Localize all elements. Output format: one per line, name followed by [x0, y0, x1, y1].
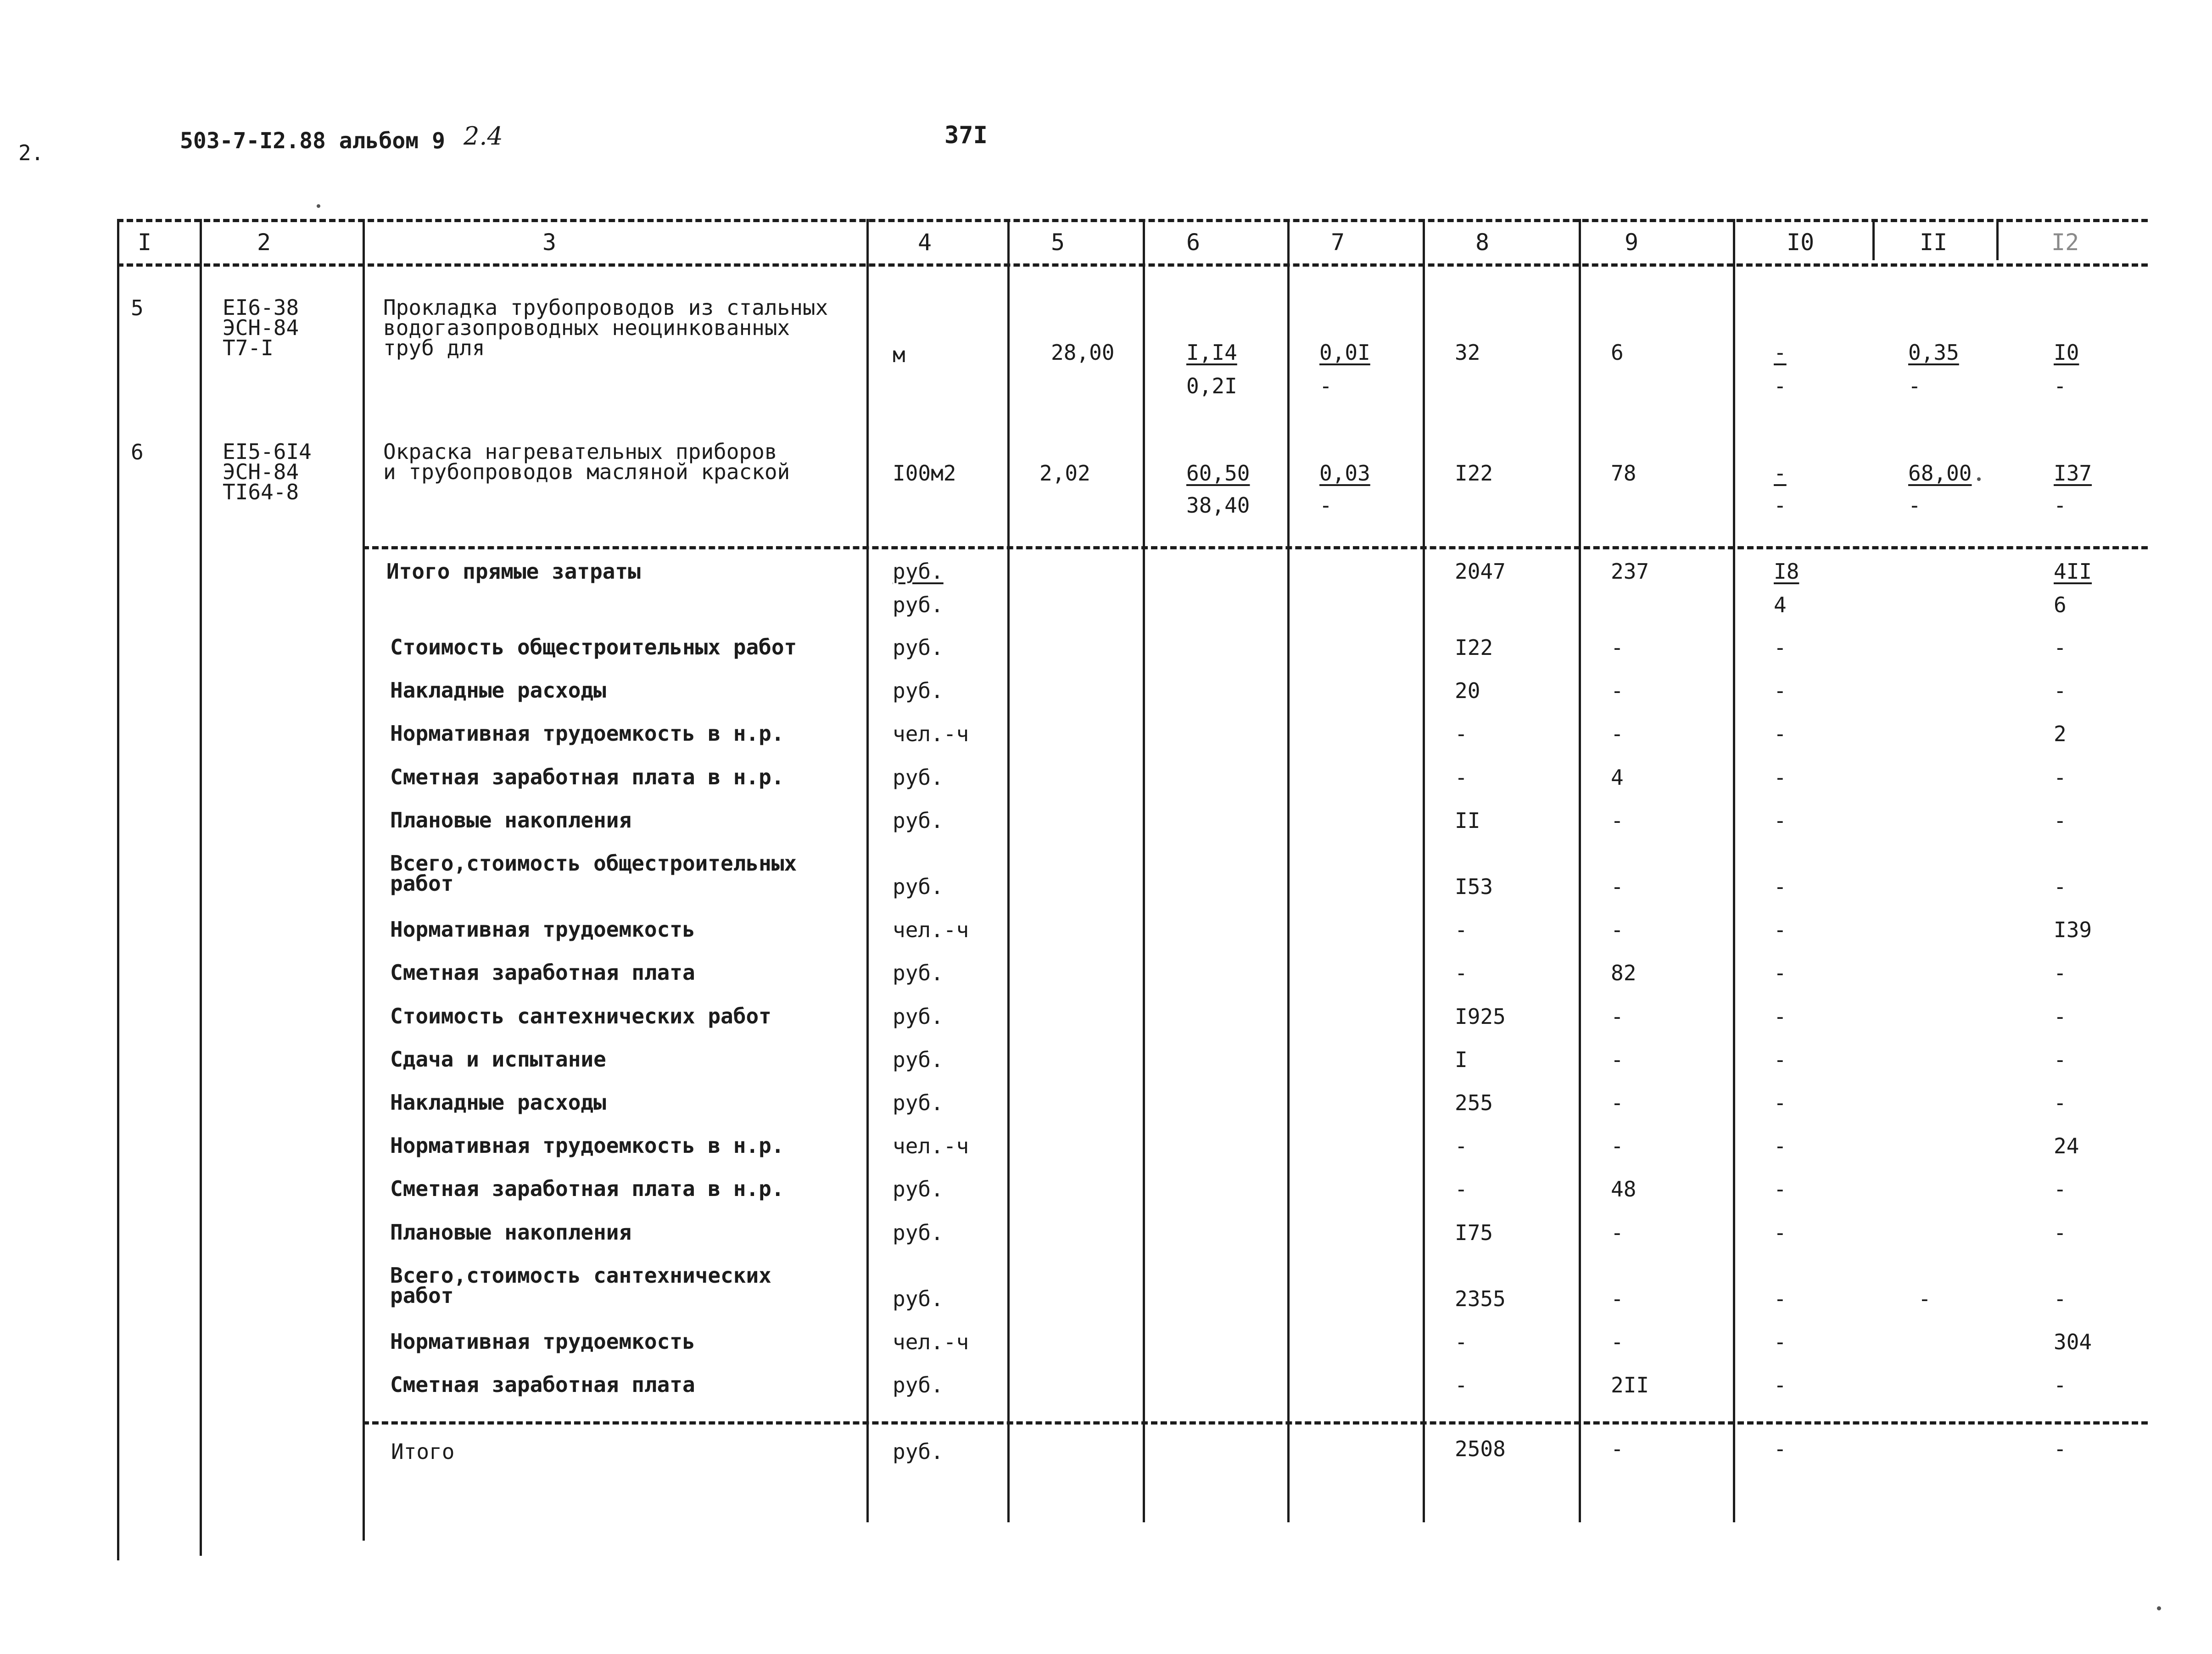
summary-col12: -	[2054, 765, 2067, 790]
summary-col8: I22	[1455, 635, 1493, 660]
direct-costs-unit-top: руб.	[893, 559, 944, 584]
summary-unit: руб.	[893, 678, 944, 704]
item-col7-bottom: -	[1319, 374, 1332, 398]
item-col6-bottom: 38,40	[1186, 493, 1250, 518]
total-col10: -	[1774, 1436, 1787, 1461]
summary-col8: I53	[1455, 874, 1493, 899]
summary-unit: чел.-ч	[893, 721, 969, 747]
scan-speck	[2157, 1606, 2161, 1610]
summary-col12: -	[2054, 961, 2067, 986]
item-col11-top: 0,35	[1908, 340, 1959, 365]
header-top-rule	[117, 219, 2148, 222]
col-divider-2	[200, 219, 202, 1556]
item-name: Прокладка трубопроводов из стальных водогазопроводных неоцинкованных труб для	[383, 295, 828, 360]
summary-col10: -	[1774, 678, 1787, 704]
summary-label: Сдача и испытание	[390, 1046, 606, 1072]
summary-col8: -	[1455, 917, 1468, 943]
summary-unit: руб.	[893, 635, 944, 660]
summary-label: Всего,стоимость сантехнических работ	[390, 1263, 771, 1308]
header-bottom-rule	[117, 263, 2148, 267]
summary-label: Накладные расходы	[390, 678, 606, 703]
summary-col9: 82	[1611, 961, 1637, 986]
col-divider-1	[117, 219, 119, 1560]
col-divider-8	[1423, 219, 1425, 1522]
col-divider-12	[1996, 219, 1999, 260]
item-col11-bottom: -	[1908, 493, 1921, 518]
col-divider-6	[1143, 219, 1145, 1522]
summary-col10: -	[1774, 635, 1787, 660]
item-number: 5	[131, 296, 144, 320]
direct-costs-col8: 2047	[1455, 559, 1506, 584]
item-col11-bottom: -	[1908, 374, 1921, 398]
summary-label: Сметная заработная плата в н.р.	[390, 764, 784, 789]
summary-unit: руб.	[893, 1004, 944, 1029]
summary-col9: -	[1611, 808, 1624, 833]
column-header-4: 4	[918, 229, 932, 256]
item-code: EI5-6I4 ЭСН-84 ТI64-8	[223, 439, 312, 504]
summary-col8: -	[1455, 1330, 1468, 1354]
summary-col12: 304	[2054, 1330, 2092, 1354]
column-header-9: 9	[1625, 229, 1639, 256]
item-unit: м	[893, 342, 905, 367]
item-col7-bottom: -	[1319, 493, 1332, 518]
direct-costs-col10-top: I8	[1774, 559, 1799, 584]
item-col9: 6	[1611, 340, 1624, 365]
summary-label: Всего,стоимость общестроительных работ	[390, 851, 797, 896]
column-header-7: 7	[1331, 229, 1345, 256]
summary-unit: чел.-ч	[893, 1330, 969, 1354]
total-col12: -	[2054, 1436, 2067, 1461]
summary-col8: -	[1455, 721, 1468, 747]
scan-speck	[317, 204, 320, 208]
summary-col10: -	[1774, 917, 1787, 943]
summary-unit: руб.	[893, 1286, 944, 1311]
summary-unit: руб.	[893, 874, 944, 899]
margin-mark: 2.	[18, 140, 44, 165]
item-name: Окраска нагревательных приборов и трубопроводов масляной краской	[383, 439, 790, 484]
summary-col8: 20	[1455, 678, 1480, 704]
summary-col12: -	[2054, 874, 2067, 899]
summary-col9: -	[1611, 635, 1624, 660]
summary-unit: чел.-ч	[893, 917, 969, 943]
item-quantity: 28,00	[1051, 340, 1115, 365]
summary-unit: руб.	[893, 1220, 944, 1245]
item-col10-bottom: -	[1774, 493, 1787, 518]
item-col8: I22	[1455, 461, 1493, 486]
direct-costs-rule	[363, 546, 2148, 549]
summary-label: Сметная заработная плата	[390, 1372, 695, 1397]
col-divider-11	[1872, 219, 1875, 260]
summary-col8: -	[1455, 961, 1468, 986]
summary-col12: -	[2054, 1090, 2067, 1115]
summary-col12: -	[2054, 1177, 2067, 1202]
summary-col9: -	[1611, 1047, 1624, 1072]
column-header-12: I2	[2051, 229, 2079, 256]
item-col10-top: -	[1774, 340, 1787, 365]
direct-costs-unit-bottom: руб.	[893, 592, 944, 617]
summary-col10: -	[1774, 721, 1787, 747]
column-header-10: I0	[1787, 229, 1815, 256]
direct-costs-col12-bottom: 6	[2054, 592, 2067, 617]
summary-col9: 48	[1611, 1177, 1637, 1202]
item-code: EI6-38 ЭСН-84 Т7-I	[223, 295, 299, 360]
summary-col8: -	[1455, 1373, 1468, 1398]
item-col11-top: 68,00	[1908, 461, 1972, 486]
summary-col8: II	[1455, 808, 1480, 833]
item-number: 6	[131, 440, 144, 464]
summary-label: Нормативная трудоемкость	[390, 917, 695, 942]
summary-label: Нормативная трудоемкость в н.р.	[390, 721, 784, 746]
item-col12-top: I37	[2054, 461, 2092, 486]
item-col6-top: 60,50	[1186, 461, 1250, 486]
summary-col9: -	[1611, 1090, 1624, 1115]
total-rule	[363, 1421, 2148, 1425]
summary-col9: -	[1611, 1330, 1624, 1354]
summary-col10: -	[1774, 1373, 1787, 1398]
item-col12-top: I0	[2054, 340, 2079, 365]
direct-costs-col9: 237	[1611, 559, 1649, 584]
summary-col12: I39	[2054, 917, 2092, 943]
column-header-2: 2	[257, 229, 271, 256]
summary-col10: -	[1774, 961, 1787, 986]
col-divider-4	[866, 219, 869, 1522]
summary-col12: -	[2054, 1004, 2067, 1029]
summary-col9: -	[1611, 1134, 1624, 1159]
item-col7-top: 0,0I	[1319, 340, 1370, 365]
summary-col10: -	[1774, 874, 1787, 899]
summary-col12: -	[2054, 1047, 2067, 1072]
summary-col10: -	[1774, 808, 1787, 833]
summary-col9: -	[1611, 917, 1624, 943]
summary-label: Сметная заработная плата	[390, 960, 695, 985]
summary-col12: -	[2054, 1286, 2067, 1311]
handwritten-note: 2.4	[464, 122, 503, 151]
summary-col12: -	[2054, 678, 2067, 704]
summary-col10: -	[1774, 1177, 1787, 1202]
summary-unit: руб.	[893, 961, 944, 986]
column-header-6: 6	[1186, 229, 1201, 256]
summary-col9: 2II	[1611, 1373, 1649, 1398]
summary-col8: I925	[1455, 1004, 1506, 1029]
item-col8: 32	[1455, 340, 1480, 365]
summary-col10: -	[1774, 1047, 1787, 1072]
summary-unit: руб.	[893, 1090, 944, 1115]
item-col12-bottom: -	[2054, 374, 2067, 398]
summary-unit: руб.	[893, 1373, 944, 1398]
direct-costs-col12-top: 4II	[2054, 559, 2092, 584]
summary-col10: -	[1774, 1134, 1787, 1159]
summary-col9: -	[1611, 1220, 1624, 1245]
summary-col8: -	[1455, 1134, 1468, 1159]
direct-costs-col10-bottom: 4	[1774, 592, 1787, 617]
page-number: 37I	[944, 122, 988, 149]
item-col7-top: 0,03	[1319, 461, 1370, 486]
summary-col9: -	[1611, 678, 1624, 704]
item-col6-top: I,I4	[1186, 340, 1237, 365]
summary-col10: -	[1774, 1286, 1787, 1311]
summary-col8: I	[1455, 1047, 1468, 1072]
summary-col12: -	[2054, 635, 2067, 660]
summary-col12: 24	[2054, 1134, 2079, 1159]
summary-col12: 2	[2054, 721, 2067, 747]
column-header-11: II	[1920, 229, 1948, 256]
summary-col10: -	[1774, 1090, 1787, 1115]
scan-speck	[1977, 477, 1981, 481]
summary-label: Плановые накопления	[390, 1219, 632, 1245]
summary-unit: руб.	[893, 765, 944, 790]
col-divider-9	[1579, 219, 1581, 1522]
column-header-5: 5	[1051, 229, 1065, 256]
summary-col9: -	[1611, 1286, 1624, 1311]
summary-col9: -	[1611, 874, 1624, 899]
col-divider-7	[1287, 219, 1290, 1522]
total-col8: 2508	[1455, 1436, 1506, 1461]
document-code: 503-7-I2.88 альбом 9	[180, 128, 445, 154]
summary-unit: руб.	[893, 1177, 944, 1202]
summary-col10: -	[1774, 1004, 1787, 1029]
summary-col8: -	[1455, 765, 1468, 790]
summary-col10: -	[1774, 765, 1787, 790]
summary-col8: 2355	[1455, 1286, 1506, 1311]
direct-costs-label: Итого прямые затраты	[386, 559, 641, 584]
summary-col11: -	[1918, 1286, 1931, 1311]
summary-label: Нормативная трудоемкость	[390, 1329, 695, 1354]
item-col10-bottom: -	[1774, 374, 1787, 398]
summary-col12: -	[2054, 808, 2067, 833]
total-unit: руб.	[893, 1439, 944, 1464]
column-header-8: 8	[1475, 229, 1490, 256]
item-col12-bottom: -	[2054, 493, 2067, 518]
summary-col8: I75	[1455, 1220, 1493, 1245]
item-col10-top: -	[1774, 461, 1787, 486]
summary-col8: 255	[1455, 1090, 1493, 1115]
col-divider-3	[363, 219, 365, 1541]
summary-col9: -	[1611, 721, 1624, 747]
summary-label: Накладные расходы	[390, 1090, 606, 1115]
total-col9: -	[1611, 1436, 1624, 1461]
col-divider-5	[1007, 219, 1010, 1522]
summary-label: Плановые накопления	[390, 807, 632, 833]
summary-unit: чел.-ч	[893, 1134, 969, 1159]
summary-label: Стоимость сантехнических работ	[390, 1003, 771, 1028]
summary-unit: руб.	[893, 808, 944, 833]
col-divider-10	[1733, 219, 1735, 1522]
column-header-1: I	[138, 229, 152, 256]
summary-col9: 4	[1611, 765, 1624, 790]
item-unit: I00м2	[893, 461, 956, 486]
summary-col8: -	[1455, 1177, 1468, 1202]
summary-col10: -	[1774, 1330, 1787, 1354]
item-col9: 78	[1611, 461, 1637, 486]
summary-label: Сметная заработная плата в н.р.	[390, 1176, 784, 1201]
total-label: Итого	[391, 1439, 455, 1464]
summary-label: Нормативная трудоемкость в н.р.	[390, 1133, 784, 1158]
summary-unit: руб.	[893, 1047, 944, 1072]
summary-col12: -	[2054, 1373, 2067, 1398]
item-col6-bottom: 0,2I	[1186, 374, 1237, 398]
summary-col12: -	[2054, 1220, 2067, 1245]
column-header-3: 3	[542, 229, 557, 256]
summary-label: Стоимость общестроительных работ	[390, 635, 797, 659]
summary-col9: -	[1611, 1004, 1624, 1029]
summary-col10: -	[1774, 1220, 1787, 1245]
item-quantity: 2,02	[1039, 461, 1090, 486]
